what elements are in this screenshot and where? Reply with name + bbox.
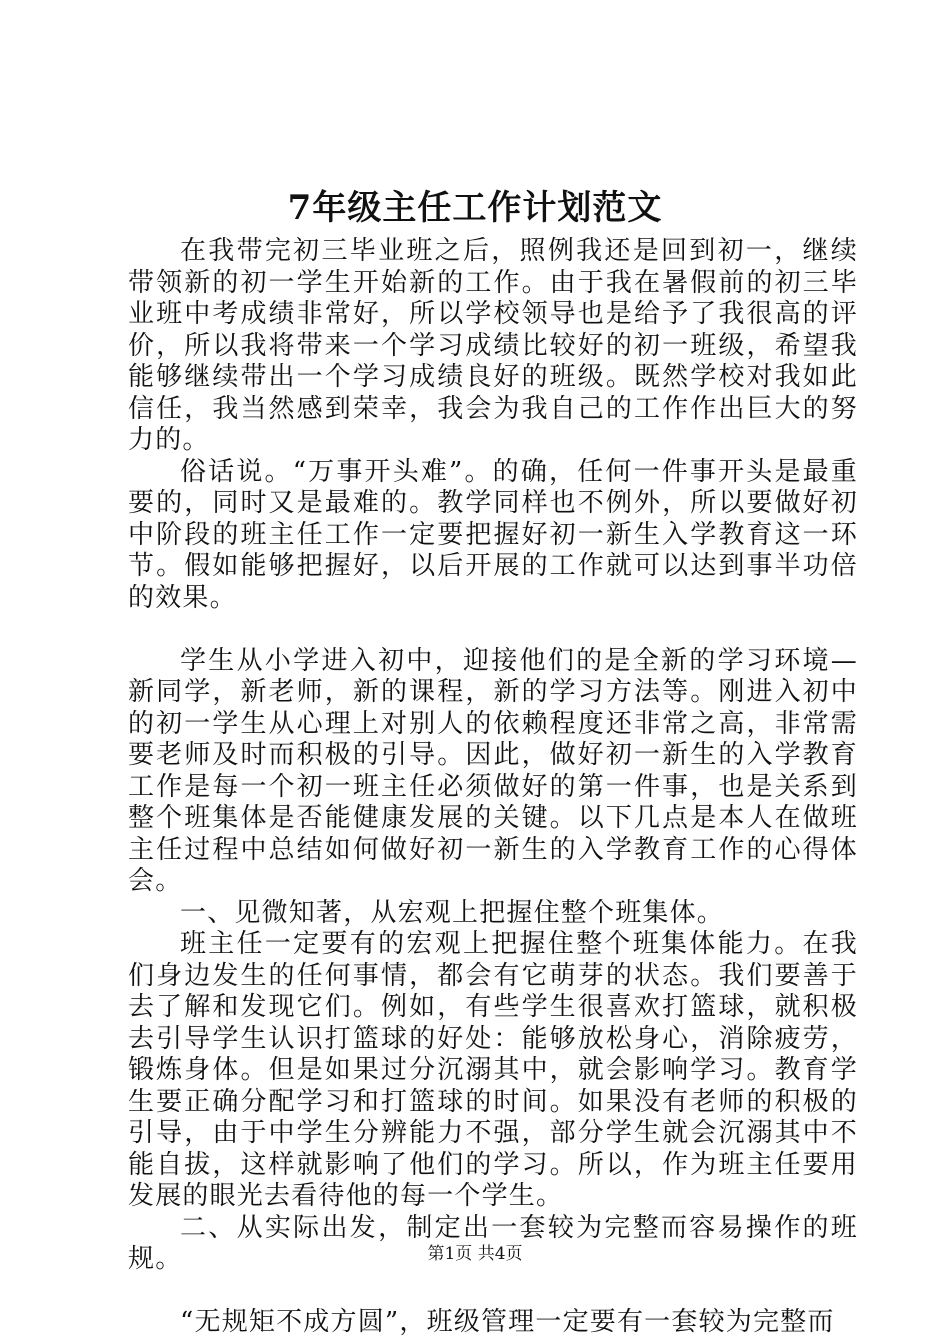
paragraph-1: 在我带完初三毕业班之后，照例我还是回到初一，继续带领新的初一学生开始新的工作。由于我在暑假前的初三毕业班中考成绩非常好，所以学校领导也是给予了我很高的评价，所以我将带来一个学习成绩比较好的初一班级，希望我能够继续带出一个学习成绩良好的班级。既然学校对我如此信任，我当然感到荣幸，我会为我自己的工作作出巨大的努力的。 xyxy=(128,236,858,455)
page-footer: 第1页 共4页 xyxy=(427,1244,523,1264)
paragraph-5: “无规矩不成方圆”，班级管理一定要有一套较为完整而 xyxy=(180,1307,835,1337)
paragraph-spacer xyxy=(128,1276,858,1308)
paragraph-spacer xyxy=(128,614,858,646)
paragraph-2: 俗话说。“万事开头难”。的确，任何一件事开头是最重要的，同时又是最难的。教学同样也不例外，所以要做好初中阶段的班主任工作一定要把握好初一新生入学教育这一环节。假如能够把握好，以后开展的工作就可以达到事半功倍的效果。 xyxy=(128,456,858,613)
section-heading-1: 一、见微知著，从宏观上把握住整个班集体。 xyxy=(180,897,725,928)
paragraph-4: 班主任一定要有的宏观上把握住整个班集体能力。在我们身边发生的任何事情，都会有它萌芽的状态。我们要善于去了解和发现它们。例如，有些学生很喜欢打篮球，就积极去引导学生认识打篮球的好处：能够放松身心，消除疲劳，锻炼身体。但是如果过分沉溺其中，就会影响学习。教育学生要正确分配学习和打篮球的时间。如果没有老师的积极的引导，由于中学生分辨能力不强，部分学生就会沉溺其中不能自拔，这样就影响了他们的学习。所以，作为班主任要用发展的眼光去看待他的每一个学生。 xyxy=(128,929,858,1211)
document-title: 7年级主任工作计划范文 xyxy=(287,188,663,228)
paragraph-3: 学生从小学进入初中，迎接他们的是全新的学习环境—新同学，新老师，新的课程，新的学习方法等。刚进入初中的初一学生从心理上对别人的依赖程度还非常之高，非常需要老师及时而积极的引导。因此，做好初一新生的入学教育工作是每一个初一班主任必须做好的第一件事，也是关系到整个班集体是否能健康发展的关键。以下几点是本人在做班主任过程中总结如何做好初一新生的入学教育工作的心得体会。 xyxy=(128,645,858,896)
document-body xyxy=(128,236,858,1339)
section-heading-2: 二、从实际出发，制定出一套较为完整而容易操作的班规。 xyxy=(128,1212,858,1274)
